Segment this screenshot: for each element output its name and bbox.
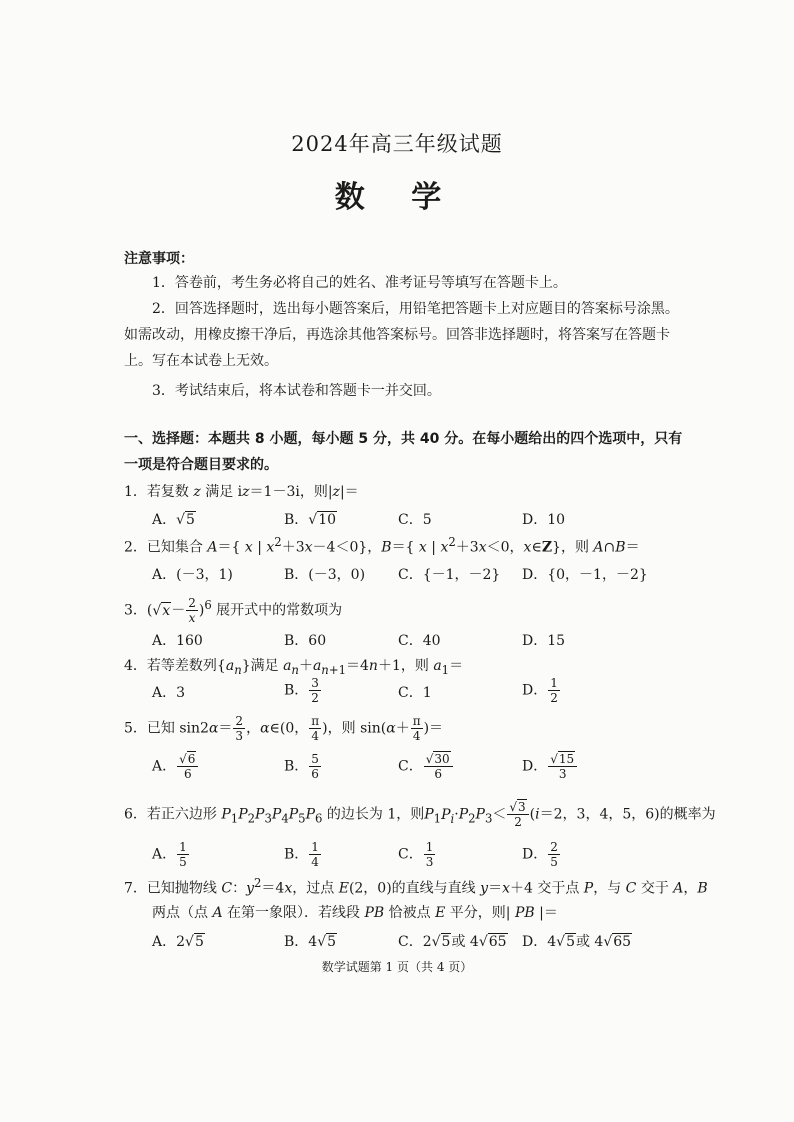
exam-title: 2024年高三年级试题 [291,132,503,156]
option-2c: C．{－1，－2} [398,567,501,583]
option-4c: C．1 [398,685,432,701]
notice-heading: 注意事项： [124,251,194,267]
question-5: 5．已知 sin2α＝ $\frac{2}{3}$ ，α∈(0， $\frac{\pi}{4}$ )，则 sin(α＋ $\frac{\pi}{4}$ )＝ [124,714,444,743]
question-3: 3．(√x－ $\frac{2}{x}$ )$^6$ 展开式中的常数项为 [124,596,343,625]
notice-item-1: 1．答卷前，考生务必将自己的姓名、准考证号等填写在答题卡上。 [152,275,567,291]
option-1d: D．10 [522,512,566,528]
option-1c: C．5 [398,512,432,528]
option-1a: A．√5 [152,512,195,528]
option-6c: C． $\frac{1}{3}$ [398,840,434,869]
option-4d: D． $\frac{1}{2}$ [522,676,558,705]
option-2d: D．{0，－1，－2} [522,567,648,583]
page-footer: 数学试题第 1 页（共 4 页） [321,960,473,974]
question-7-line-2: 两点（点 A 在第一象限）．若线段 PB 恰被点 E 平分，则| PB |＝ [152,905,558,921]
option-5c: C． $\frac{√30}{6}$ [398,752,454,781]
option-7a: A．2√5 [152,934,204,950]
notice-item-2: 2．回答选择题时，选出每小题答案后，用铅笔把答题卡上对应题目的答案标号涂黑。如需改动，用橡皮擦干净后，再选涂其他答案标号。回答非选择题时，将答案写在答题卡上。写在本试卷上无效。 [124,301,679,369]
option-3a: A．160 [152,633,203,649]
option-3c: C．40 [398,633,441,649]
question-7-line-1: 7．已知抛物线 C：$y^2=4x$，过点 E(2，0)的直线与直线 y＝x＋4 交于点 P，与 C 交于 A，B [124,876,708,897]
option-6a: A． $\frac{1}{5}$ [152,840,187,869]
question-6: 6．若正六边形 $P_1P_2P_3P_4P_5P_6$ 的边长为 1，则$P_1P_i\cdot P_2P_3<$ $\frac{√3}{2}$ (i＝2，3，4，5，6)的概率为 [124,800,716,829]
option-2a: A．(－3，1) [152,567,233,583]
notice-item-3: 3．考试结束后，将本试卷和答题卡一并交回。 [152,383,441,399]
option-6d: D． $\frac{2}{5}$ [522,840,558,869]
question-2: 2．已知集合 A＝{ x | $x^2+3x-4<0$}，B＝{ x | $x^2+3x<0$，x∈Z}，则 A∩B＝ [124,535,640,556]
question-4: 4．若等差数列$\{a_n\}$满足 $a_n+a_{n+1}=4n+1$，则 $a_1=$ [124,658,464,677]
option-4a: A．3 [152,685,186,701]
option-4b: B． $\frac{3}{2}$ [284,676,319,705]
option-7d: D．4√5或 4√65 [522,934,632,950]
section-heading: 一、选择题：本题共 8 小题，每小题 5 分，共 40 分。在每小题给出的四个选项中，只有一项是符合题目要求的。 [124,431,683,473]
option-5b: B． $\frac{5}{6}$ [284,752,319,781]
option-2b: B．(－3，0) [284,567,366,583]
option-5d: D． $\frac{√15}{3}$ [522,752,578,781]
subject-title: 数 学 [334,180,460,215]
option-1b: B．√10 [284,512,337,528]
option-7c: C．2√5或 4√65 [398,934,507,950]
option-3d: D．15 [522,633,566,649]
question-1: 1．若复数 z 满足 iz＝1－3i，则|z|＝ [124,484,359,500]
option-6b: B． $\frac{1}{4}$ [284,840,319,869]
option-5a: A． $\frac{√6}{6}$ [152,752,199,781]
option-7b: B．4√5 [284,934,337,950]
option-3b: B．60 [284,633,327,649]
